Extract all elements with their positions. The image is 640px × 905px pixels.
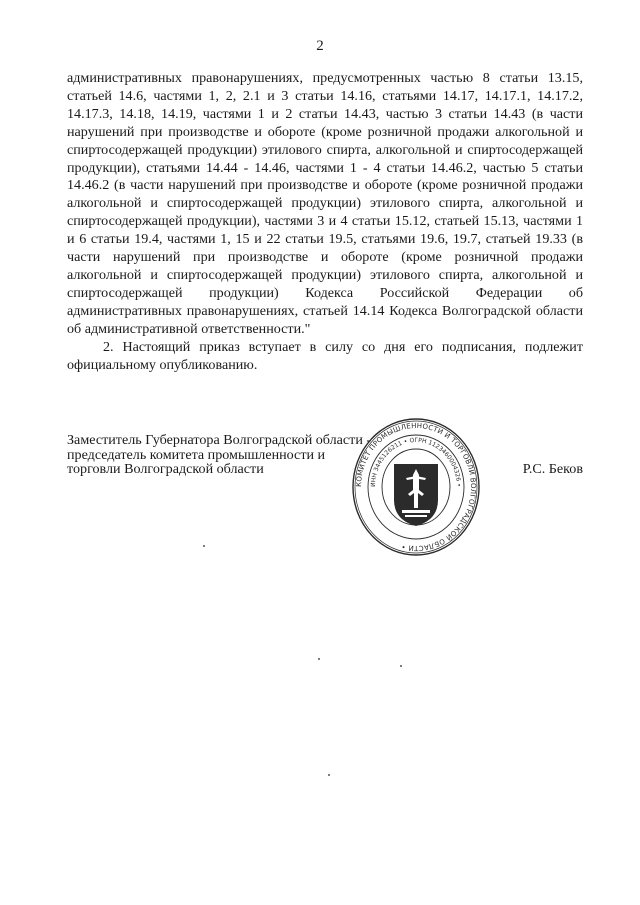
signer-title-line-1: Заместитель Губернатора Волгоградской области - <box>67 432 372 448</box>
body-text <box>67 70 583 374</box>
scan-speck <box>328 774 330 776</box>
coat-of-arms-icon <box>394 464 438 526</box>
official-seal <box>352 418 480 556</box>
scan-speck <box>318 658 320 660</box>
scan-speck <box>203 545 205 547</box>
signature-block <box>67 433 583 493</box>
signer-title <box>67 433 371 477</box>
signer-title-line-2: председатель комитета промышленности и <box>67 446 326 463</box>
signer-title-line-3: торговли Волгоградской области <box>67 461 264 478</box>
paragraph-articles-list: административных правонарушениях, предусмотренных частью 8 статьи 13.15, статьей 14.6, частями 1, 2, 2.1 и 3 статьи 14.16, статьями 14.17, 14.17.1, 14.17.2, 14.17.3, 14.18, 14.19, частями 1 и 2 статьи 14.43, частью 3 статьи 14.43 (в части нарушений при производстве и обороте (кроме розничной продажи алкогольной и спиртосодержащей продукции) этилового спирта, алкогольной и спиртосодержащей продукции), статьями 14.44 - 14.46, частями 1 - 4 статьи 14.46.2, частью 5 статьи 14.46.2 (в части нарушений при производстве и обороте (кроме розничной продажи алкогольной и спиртосодержащей продукции) этилового спирта, алкогольной и спиртосодержащей продукции), частями 3 и 4 статьи 15.12, статьей 15.13, частями 1 и 6 статьи 19.4, частями 1, 15 и 22 статьи 19.5, статьями 19.6, 19.7, статьей 19.33 (в части нарушений при производстве и обороте (кроме розничной продажи алкогольной и спиртосодержащей продукции) этилового спирта, алкогольной и спиртосодержащей продукции) Кодекса Российской Федерации об административных правонарушениях, статьей 14.14 Кодекса Волгоградской области об административной ответственности." <box>67 70 583 337</box>
signer-name: Р.С. Беков <box>522 461 583 477</box>
seal-outer-text: КОМИТЕТ ПРОМЫШЛЕННОСТИ И ТОРГОВЛИ ВОЛГОГРАДСКОЙ ОБЛАСТИ • <box>354 421 478 553</box>
scan-speck <box>400 665 402 667</box>
seal-inner-text: ИНН 3445126211 • ОГРН 1123460004326 • <box>369 436 463 488</box>
page-number: 2 <box>316 38 324 54</box>
paragraph-effective-date: 2. Настоящий приказ вступает в силу со дня его подписания, подлежит официальному опубликованию. <box>67 338 583 373</box>
